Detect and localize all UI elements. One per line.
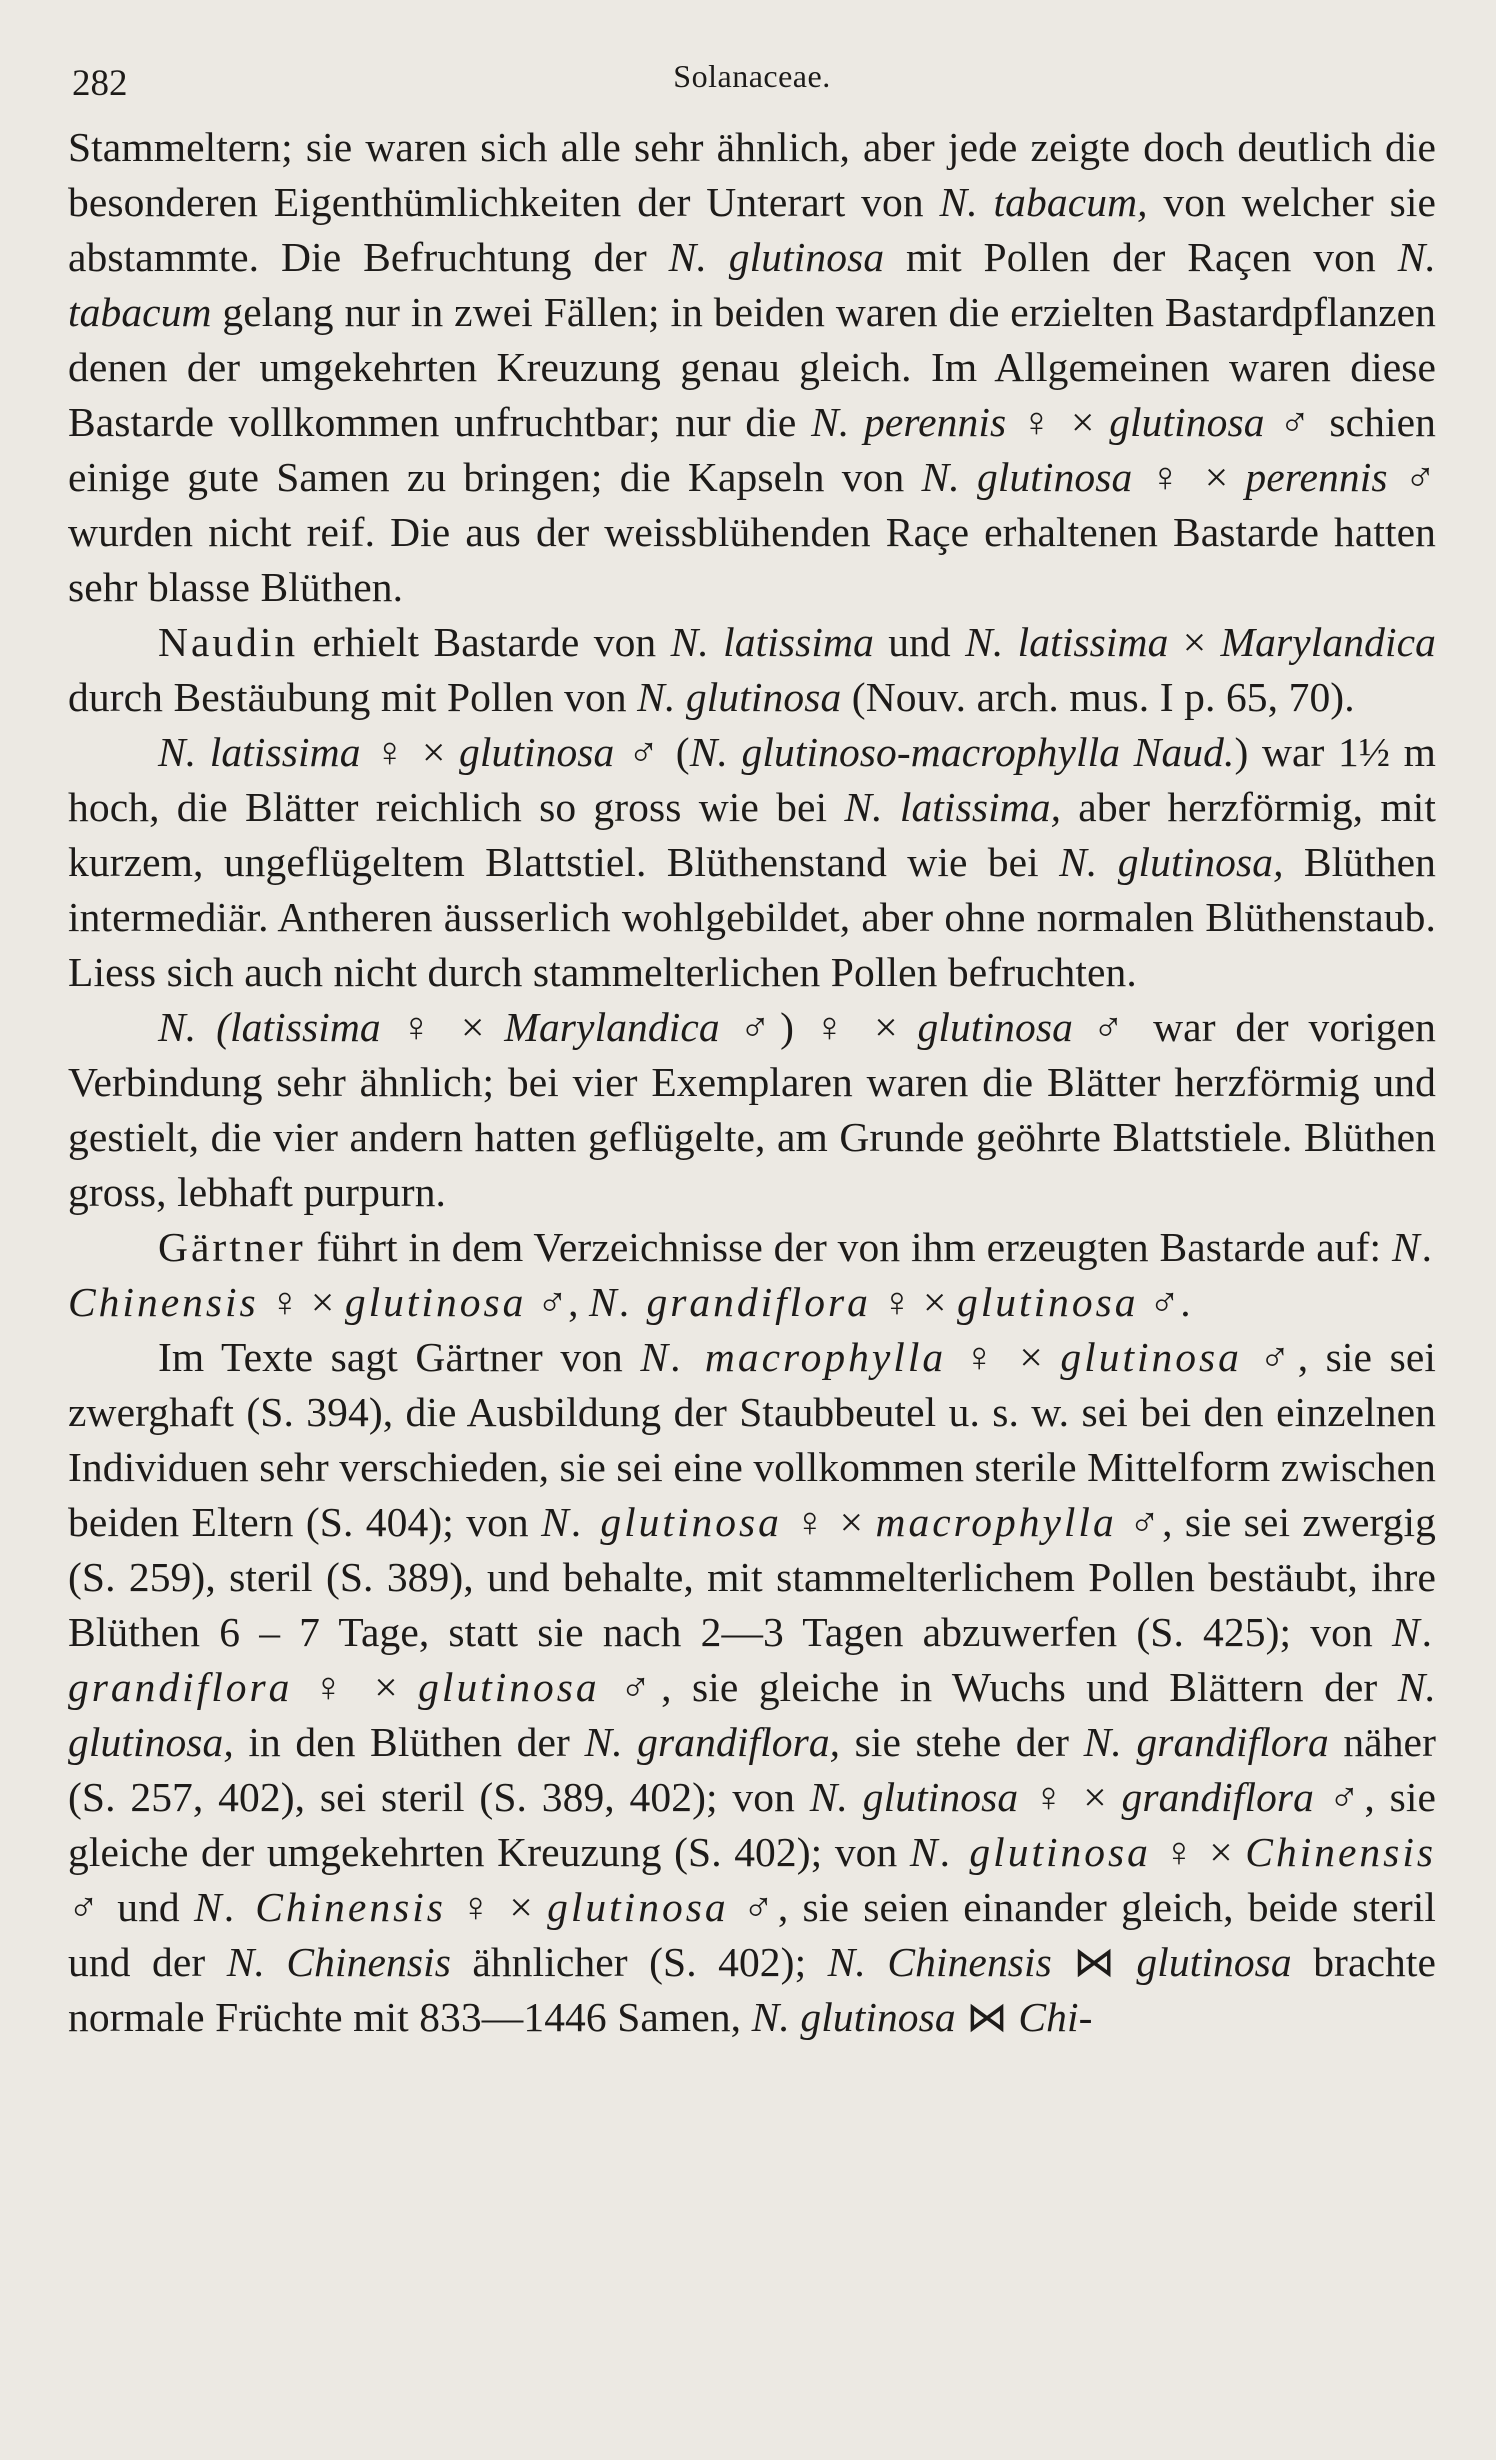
text-run: ♂, sie sei zwergig (S. 259), steril (S. 389), und behalte, mit stammelterlichem Pollen bestäubt, ihre Blüthen 6 – 7 Tage, statt sie nach 2—3 Tagen abzuwerfen (S. 425); von xyxy=(68,1499,1437,1655)
italic-text: glutinosa xyxy=(917,1004,1073,1050)
italic-text: glutinosa xyxy=(957,1279,1139,1325)
italic-text: Chinensis xyxy=(1245,1829,1437,1875)
italic-text: N. glutinosa xyxy=(809,1774,1019,1820)
italic-text: grandiflora xyxy=(1121,1774,1315,1820)
text-run: ♀ × xyxy=(946,1334,1061,1380)
text-run: ♂, sie gleiche in Wuchs und Blättern der xyxy=(599,1664,1398,1710)
italic-text: N. grandiflora xyxy=(589,1279,871,1325)
text-run: gelang nur in zwei Fällen; in beiden waren die erzielten Bastardpflanzen denen der umgekehrten Kreuzung genau gleich. Im Allgemeinen waren diese Bastarde vollkommen unfruchtbar; nur die xyxy=(68,289,1436,445)
italic-text: perennis xyxy=(1245,454,1388,500)
italic-text: glutinosa xyxy=(344,1279,527,1325)
italic-text: N. grandiflora xyxy=(68,1609,1436,1710)
text-run: ♂, sie gleiche der umgekehrten Kreuzung (S. 402); von xyxy=(68,1774,1436,1875)
text-run: ♂, sie seien einander gleich, beide steril und der xyxy=(68,1884,1436,1985)
italic-text: N. glutinosa xyxy=(921,454,1133,500)
text-run: ♂ wurden nicht reif. Die aus der weissblühenden Raçe erhaltenen Bastarde hatten sehr blasse Blüthen. xyxy=(68,454,1437,610)
italic-text: Marylandica xyxy=(1220,619,1436,665)
text-run: von welcher sie abstammte. Die Befruchtung der xyxy=(68,179,1436,280)
italic-text: N. glutinosa xyxy=(668,234,885,280)
italic-text: N. grandiflora, xyxy=(584,1719,841,1765)
italic-text: N. Chinensis xyxy=(68,1224,1436,1325)
italic-text: N. latissima xyxy=(965,619,1169,665)
text-run: ♀ × xyxy=(1150,1829,1246,1875)
text-run: ♀ × xyxy=(445,1884,548,1930)
text-run: (Nouv. arch. mus. I p. 65, 70). xyxy=(841,674,1355,720)
italic-text: N. macrophylla xyxy=(640,1334,947,1380)
text-run: ♀ × xyxy=(1132,454,1246,500)
italic-text: glutinosa xyxy=(418,1664,600,1710)
text-run: Stammeltern; sie waren sich alle sehr ähnlich, aber jede zeigte doch deutlich die besonderen Eigenthümlichkeiten der Unterart von xyxy=(68,124,1436,225)
text-run: mit Pollen der Raçen von xyxy=(884,234,1398,280)
text-run: erhielt Bastarde von xyxy=(298,619,671,665)
text-run: ♂ und xyxy=(68,1884,195,1930)
paragraph xyxy=(68,615,1436,725)
text-run: Blüthen intermediär. Antheren äusserlich wohlgebildet, aber ohne normalen Blüthenstaub. Liess sich auch nicht durch stammelterlichen Pollen befruchten. xyxy=(68,839,1436,995)
text-run: ähnlicher (S. 402); xyxy=(450,1939,828,1985)
text-run: × xyxy=(1168,619,1221,665)
italic-text: N. glutinosa xyxy=(541,1499,782,1545)
italic-text: N. latissima, xyxy=(844,784,1062,830)
text-run: Im Texte sagt Gärtner von xyxy=(158,1334,641,1380)
text-run: ♂) ♀ × xyxy=(719,1004,918,1050)
italic-text: N. Chinensis xyxy=(226,1939,451,1985)
text-run: ⋈ xyxy=(1051,1939,1137,1985)
page-header xyxy=(68,48,1436,120)
text-run: ♂, xyxy=(526,1279,590,1325)
italic-text: Marylandica xyxy=(504,1004,720,1050)
italic-text: N. glutinosa xyxy=(751,1994,956,2040)
page-number: 282 xyxy=(72,63,128,104)
italic-text: N. tabacum xyxy=(68,234,1436,335)
italic-text: glutinosa xyxy=(1136,1939,1292,1985)
paragraph xyxy=(68,120,1436,615)
italic-text: macrophylla xyxy=(875,1499,1117,1545)
paragraph xyxy=(68,1000,1436,1220)
text-run: in den Blüthen der xyxy=(233,1719,585,1765)
text-run: ♀ × xyxy=(1018,1774,1122,1820)
text-run: Naudin xyxy=(158,619,299,665)
italic-text: N. grandiflora xyxy=(1083,1719,1329,1765)
text-run: ♂. xyxy=(1138,1279,1191,1325)
italic-text: glutinosa xyxy=(1060,1334,1242,1380)
text-run: ♂ schien einige gute Samen zu bringen; die Kapseln von xyxy=(68,399,1436,500)
italic-text: N. Chinensis xyxy=(827,1939,1052,1985)
text-run: näher (S. 257, 402), sei steril (S. 389, 402); von xyxy=(68,1719,1436,1820)
text-run: Gärtner xyxy=(158,1224,306,1270)
text-run: ♀ × xyxy=(258,1279,345,1325)
text-run: ♀ × xyxy=(292,1664,419,1710)
text-run: brachte normale Früchte mit 833—1446 Samen, xyxy=(68,1939,1437,2040)
text-run: ♀ × xyxy=(870,1279,958,1325)
italic-text: N. glutinosa xyxy=(637,674,842,720)
italic-text: N. glutinosa, xyxy=(1059,839,1284,885)
italic-text: N. glutinoso-macrophylla Naud. xyxy=(689,729,1235,775)
text-run: ♂ ( xyxy=(614,729,690,775)
text-run: und xyxy=(873,619,966,665)
text-run: führt in dem Verzeichnisse der von ihm erzeugten Bastarde auf: xyxy=(305,1224,1392,1270)
italic-text: glutinosa xyxy=(1109,399,1265,445)
text-run: ♂ war der vorigen Verbindung sehr ähnlich; bei vier Exemplaren waren die Blätter herzförmig und gestielt, die vier andern hatten geflügelte, am Grunde geöhrte Blattstiele. Blüthen gross, lebhaft purpurn. xyxy=(68,1004,1436,1215)
paragraph xyxy=(68,725,1436,1000)
italic-text: Chi- xyxy=(1018,1994,1093,2040)
text-run: ⋈ xyxy=(955,1994,1019,2040)
text-run: durch Bestäubung mit Pollen von xyxy=(68,674,638,720)
italic-text: N. glutinosa, xyxy=(68,1664,1436,1765)
italic-text: N. latissima xyxy=(158,729,361,775)
text-run: ♀ × xyxy=(781,1499,876,1545)
italic-text: glutinosa xyxy=(459,729,615,775)
text-run: sie stehe der xyxy=(840,1719,1084,1765)
text-run: ) war 1½ m hoch, die Blätter reichlich so gross wie bei xyxy=(68,729,1436,830)
italic-text: N. latissima xyxy=(670,619,874,665)
italic-text: N. Chinensis xyxy=(194,1884,446,1930)
italic-text: N. tabacum, xyxy=(939,179,1148,225)
text-run: aber herzförmig, mit kurzem, ungeflügeltem Blattstiel. Blüthenstand wie bei xyxy=(68,784,1437,885)
text-run: ♀ × xyxy=(380,1004,505,1050)
italic-text: glutinosa xyxy=(547,1884,729,1930)
text-run: ♀ × xyxy=(360,729,460,775)
italic-text: N. (latissima xyxy=(158,1004,381,1050)
paragraph xyxy=(68,1330,1436,2045)
body-text xyxy=(68,120,1436,2045)
text-run: ♀ × xyxy=(1006,399,1110,445)
paragraph xyxy=(68,1220,1436,1330)
text-run: ♂, sie sei zwerghaft (S. 394), die Ausbildung der Staubbeutel u. s. w. sei bei den einzelnen Individuen sehr verschieden, sie sei eine vollkommen sterile Mittelform zwischen beiden Eltern (S. 404); von xyxy=(68,1334,1436,1545)
running-head: Solanaceae. xyxy=(673,58,831,94)
italic-text: N. glutinosa xyxy=(909,1829,1151,1875)
italic-text: N. perennis xyxy=(811,399,1007,445)
